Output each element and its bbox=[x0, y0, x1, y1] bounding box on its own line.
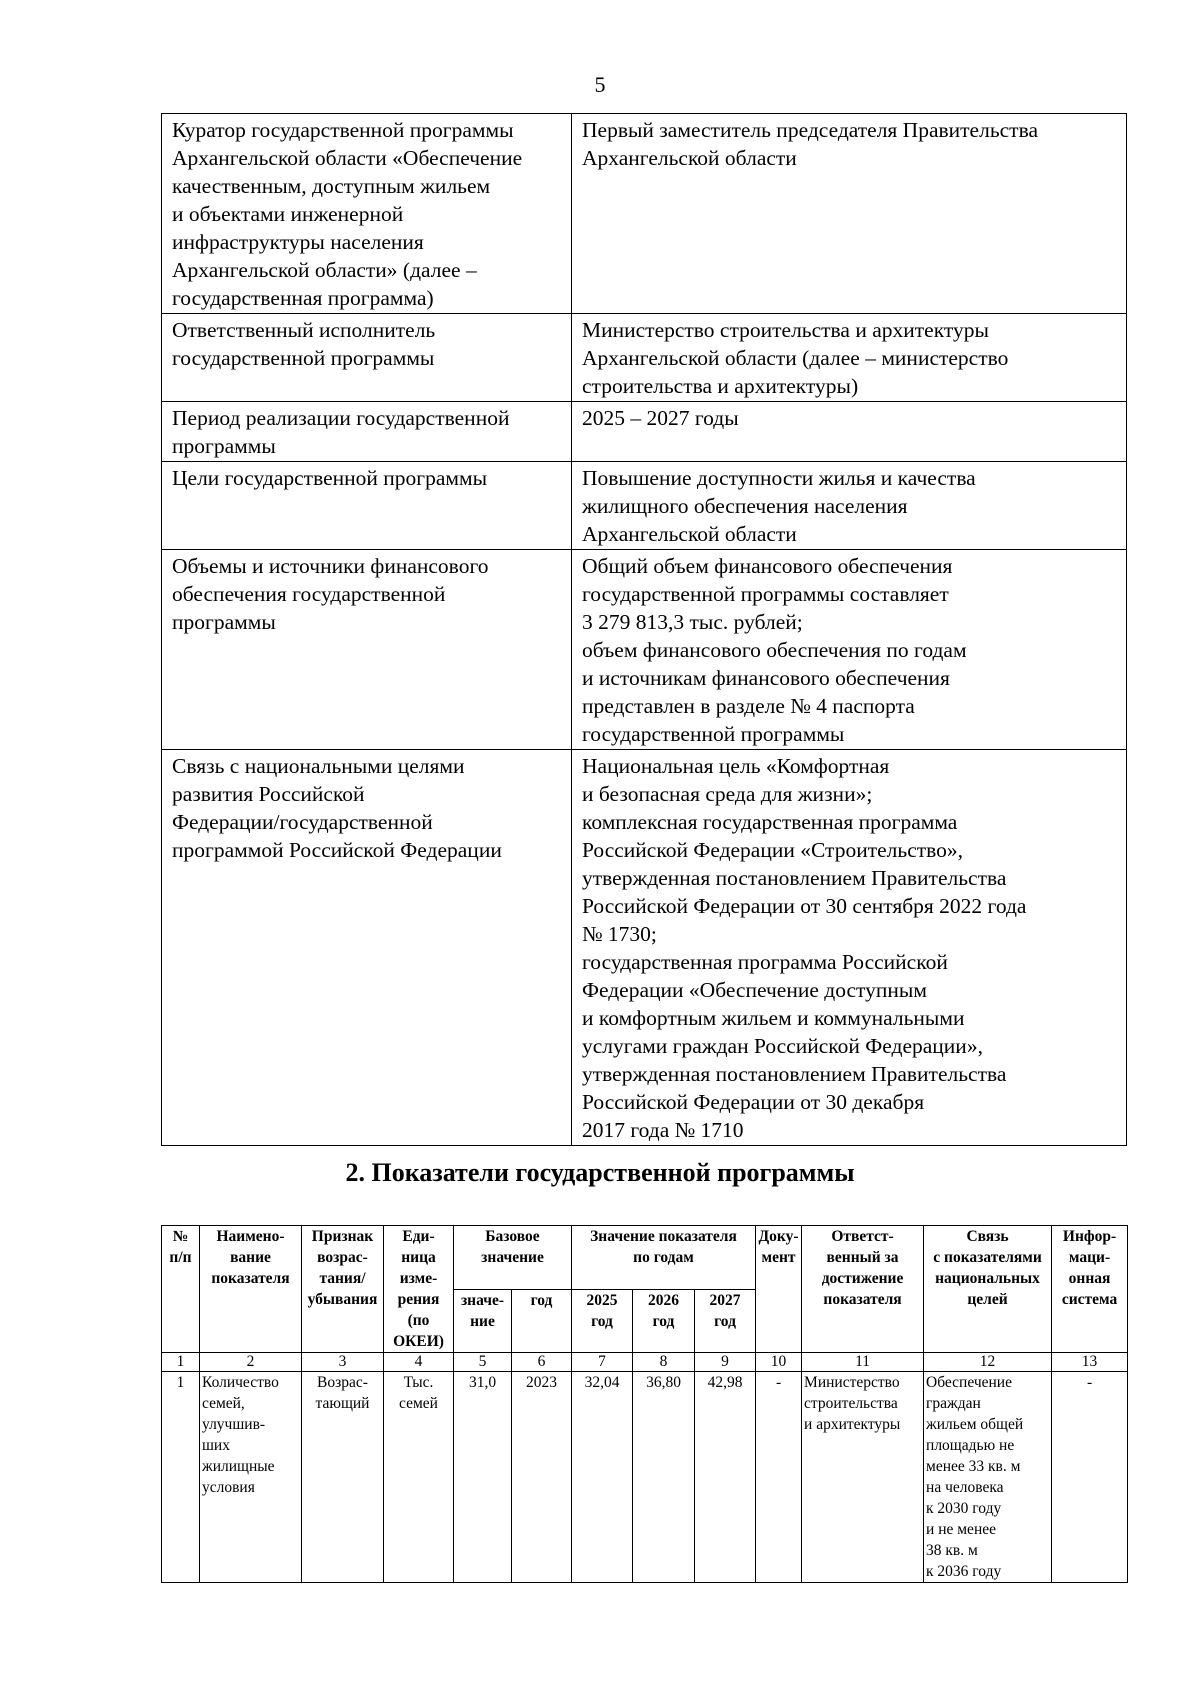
text-line: площадью не bbox=[926, 1437, 1015, 1454]
indicator-cell-info: - bbox=[1052, 1372, 1128, 1583]
text-line: семей bbox=[399, 1395, 438, 1412]
text-line: развития Российской bbox=[172, 782, 365, 806]
text-line: строительства bbox=[804, 1395, 898, 1412]
column-number: 2 bbox=[200, 1353, 302, 1372]
text-line: утвержденная постановлением Правительства bbox=[582, 866, 1007, 890]
text-line: Общий объем финансового обеспечения bbox=[582, 554, 953, 578]
text-line: год bbox=[652, 1312, 675, 1330]
passport-value bbox=[572, 750, 1127, 1146]
text-line: условия bbox=[202, 1479, 255, 1496]
text-line: Доку- bbox=[758, 1228, 799, 1245]
header-responsible bbox=[802, 1226, 924, 1353]
text-line: № 1730; bbox=[582, 922, 657, 946]
text-line: Архангельской области bbox=[582, 146, 797, 170]
passport-label bbox=[162, 750, 572, 1146]
passport-row bbox=[162, 462, 1127, 550]
text-line: семей, bbox=[202, 1395, 245, 1412]
text-line: год bbox=[530, 1291, 553, 1309]
text-line: государственная программа Российской bbox=[582, 950, 948, 974]
text-line: качественным, доступным жильем bbox=[172, 174, 491, 198]
text-line: Федерации «Обеспечение доступным bbox=[582, 978, 927, 1002]
text-line: Российской Федерации от 30 сентября 2022 года bbox=[582, 894, 1027, 918]
passport-label bbox=[162, 550, 572, 750]
text-line: граждан bbox=[926, 1395, 981, 1412]
text-line: показателя bbox=[823, 1291, 902, 1308]
text-line: Еди- bbox=[402, 1228, 435, 1245]
header-trend bbox=[302, 1226, 384, 1353]
passport-label bbox=[162, 402, 572, 462]
passport-value bbox=[572, 550, 1127, 750]
text-line: строительства и архитектуры) bbox=[582, 374, 859, 398]
text-line: Тыс. bbox=[403, 1374, 434, 1391]
indicator-cell-link bbox=[924, 1372, 1052, 1583]
passport-row bbox=[162, 550, 1127, 750]
text-line: Национальная цель «Комфортная bbox=[582, 754, 890, 778]
text-line: программы bbox=[172, 610, 276, 634]
text-line: Архангельской области bbox=[582, 522, 797, 546]
text-line: и архитектуры bbox=[804, 1416, 901, 1433]
text-line: значе- bbox=[460, 1291, 505, 1309]
passport-value bbox=[572, 114, 1127, 314]
text-line: и источникам финансового обеспечения bbox=[582, 666, 950, 690]
text-line: Куратор государственной программы bbox=[172, 118, 514, 142]
text-line: по годам bbox=[633, 1249, 694, 1266]
text-line: ших bbox=[202, 1437, 230, 1454]
column-number: 3 bbox=[302, 1353, 384, 1372]
text-line: к 2030 году bbox=[926, 1500, 1002, 1517]
section-title: 2. Показатели государственной программы bbox=[345, 1158, 855, 1187]
text-line: год bbox=[714, 1312, 736, 1330]
column-number: 12 bbox=[924, 1353, 1052, 1372]
text-line: Архангельской области» (далее – bbox=[172, 258, 477, 282]
column-number: 10 bbox=[756, 1353, 802, 1372]
header-base-value bbox=[454, 1289, 512, 1353]
text-line: Связь с национальными целями bbox=[172, 754, 465, 778]
header-unit bbox=[384, 1226, 454, 1353]
indicator-cell-num: 1 bbox=[162, 1372, 200, 1583]
text-line: 2026 bbox=[648, 1291, 679, 1309]
column-number: 13 bbox=[1052, 1353, 1128, 1372]
indicator-cell-doc: - bbox=[756, 1372, 802, 1583]
header-values-by-year bbox=[572, 1226, 756, 1290]
indicator-cell-y2025: 32,04 bbox=[572, 1372, 633, 1583]
header-name bbox=[200, 1226, 302, 1353]
text-line: Министерство bbox=[804, 1374, 900, 1391]
text-line: вание bbox=[230, 1249, 271, 1266]
indicator-cell-name bbox=[200, 1372, 302, 1583]
text-line: Повышение доступности жилья и качества bbox=[582, 466, 976, 490]
indicator-cell-resp bbox=[802, 1372, 924, 1583]
text-line: программы bbox=[172, 434, 276, 458]
passport-label bbox=[162, 114, 572, 314]
text-line: с показателями bbox=[933, 1249, 1042, 1266]
text-line: Базовое bbox=[485, 1228, 540, 1245]
text-line: Федерации/государственной bbox=[172, 810, 433, 834]
indicator-cell-trend bbox=[302, 1372, 384, 1583]
page-number: 5 bbox=[594, 72, 606, 97]
text-line: Признак bbox=[311, 1228, 374, 1245]
text-line: Ответст- bbox=[831, 1228, 894, 1245]
passport-label bbox=[162, 314, 572, 402]
text-line: тающий bbox=[315, 1395, 370, 1412]
text-line: значение bbox=[481, 1249, 544, 1266]
text-line: к 2036 году bbox=[926, 1563, 1002, 1580]
text-line: государственной программы bbox=[582, 722, 845, 746]
text-line: Архангельской области (далее – министерство bbox=[582, 346, 1009, 370]
text-line: государственной программы составляет bbox=[582, 582, 949, 606]
text-line: жилищные bbox=[202, 1458, 275, 1475]
column-number: 5 bbox=[454, 1353, 512, 1372]
text-line: инфраструктуры населения bbox=[172, 230, 424, 254]
indicator-cell-unit bbox=[384, 1372, 454, 1583]
text-line: программой Российской Федерации bbox=[172, 838, 502, 862]
header-2027 bbox=[695, 1289, 756, 1353]
text-line: п/п bbox=[169, 1249, 192, 1266]
indicator-cell-base-year: 2023 bbox=[512, 1372, 572, 1583]
text-line: государственная программа) bbox=[172, 286, 434, 310]
header-num bbox=[162, 1226, 200, 1353]
text-line: мент bbox=[761, 1249, 796, 1266]
passport-row bbox=[162, 314, 1127, 402]
text-line: и объектами инженерной bbox=[172, 202, 404, 226]
column-numbers-row bbox=[162, 1353, 1128, 1372]
text-line: 3 279 813,3 тыс. рублей; bbox=[582, 610, 803, 634]
column-number: 8 bbox=[633, 1353, 695, 1372]
text-line: обеспечения государственной bbox=[172, 582, 446, 606]
text-line: № bbox=[172, 1228, 189, 1245]
text-line: Обеспечение bbox=[926, 1374, 1012, 1391]
text-line: 2027 bbox=[709, 1291, 741, 1309]
text-line: и комфортным жильем и коммунальными bbox=[582, 1006, 965, 1030]
text-line: жилищного обеспечения населения bbox=[582, 494, 908, 518]
header-2025 bbox=[572, 1289, 633, 1353]
text-line: 2025 bbox=[586, 1291, 618, 1309]
passport-row bbox=[162, 402, 1127, 462]
text-line: на человека bbox=[926, 1479, 1004, 1496]
text-line: Объемы и источники финансового bbox=[172, 554, 489, 578]
passport-value bbox=[572, 462, 1127, 550]
header-info-system bbox=[1052, 1226, 1128, 1353]
header-document bbox=[756, 1226, 802, 1353]
program-passport-table bbox=[161, 113, 1127, 1146]
text-line: рения bbox=[397, 1291, 440, 1308]
text-line: возрас- bbox=[317, 1249, 368, 1266]
text-line: ница bbox=[401, 1249, 436, 1266]
text-line: Связь bbox=[966, 1228, 1009, 1245]
text-line: 2017 года № 1710 bbox=[582, 1118, 744, 1142]
text-line: утвержденная постановлением Правительства bbox=[582, 1062, 1007, 1086]
passport-row bbox=[162, 114, 1127, 314]
text-line: представлен в разделе № 4 паспорта bbox=[582, 694, 915, 718]
passport-value bbox=[572, 314, 1127, 402]
text-line: Инфор- bbox=[1062, 1228, 1117, 1245]
text-line: национальных bbox=[935, 1270, 1040, 1287]
passport-value bbox=[572, 402, 1127, 462]
indicators-table bbox=[161, 1225, 1128, 1583]
column-number: 6 bbox=[512, 1353, 572, 1372]
indicator-cell-y2027: 42,98 bbox=[695, 1372, 756, 1583]
text-line: и безопасная среда для жизни»; bbox=[582, 782, 873, 806]
text-line: Российской Федерации «Строительство», bbox=[582, 838, 964, 862]
text-line: Архангельской области «Обеспечение bbox=[172, 146, 523, 170]
text-line: достижение bbox=[821, 1270, 904, 1287]
text-line: государственной программы bbox=[172, 346, 435, 370]
text-line: Министерство строительства и архитектуры bbox=[582, 318, 989, 342]
header-base bbox=[454, 1226, 572, 1290]
text-line: показателя bbox=[211, 1270, 290, 1287]
text-line: Период реализации государственной bbox=[172, 406, 510, 430]
text-line: улучшив- bbox=[202, 1416, 266, 1433]
text-line: жильем общей bbox=[926, 1416, 1024, 1433]
indicator-cell-y2026: 36,80 bbox=[633, 1372, 695, 1583]
column-number: 11 bbox=[802, 1353, 924, 1372]
text-line: и не менее bbox=[926, 1521, 996, 1538]
column-number: 4 bbox=[384, 1353, 454, 1372]
header-2026 bbox=[633, 1289, 695, 1353]
header-national-goals-link bbox=[924, 1226, 1052, 1353]
column-number: 7 bbox=[572, 1353, 633, 1372]
indicator-row bbox=[162, 1372, 1128, 1583]
text-line: венный за bbox=[826, 1249, 899, 1266]
text-line: Возрас- bbox=[317, 1374, 368, 1391]
text-line: система bbox=[1061, 1291, 1118, 1308]
text-line: онная bbox=[1068, 1270, 1111, 1287]
text-line: Цели государственной программы bbox=[172, 466, 488, 490]
text-line: изме- bbox=[399, 1270, 438, 1287]
text-line: Первый заместитель председателя Правительства bbox=[582, 118, 1038, 142]
text-line: убывания bbox=[307, 1291, 378, 1308]
text-line: Количество bbox=[202, 1374, 279, 1391]
text-line: год bbox=[591, 1312, 613, 1330]
passport-row bbox=[162, 750, 1127, 1146]
text-line: маци- bbox=[1068, 1249, 1111, 1266]
text-line: 38 кв. м bbox=[926, 1542, 978, 1559]
text-line: Российской Федерации от 30 декабря bbox=[582, 1090, 925, 1114]
text-line: 2025 – 2027 годы bbox=[582, 406, 739, 430]
text-line: Значение показателя bbox=[590, 1228, 737, 1245]
text-line: менее 33 кв. м bbox=[926, 1458, 1021, 1475]
text-line: целей bbox=[967, 1291, 1008, 1308]
text-line: Наимено- bbox=[216, 1228, 285, 1245]
text-line: тания/ bbox=[319, 1270, 366, 1287]
column-number: 9 bbox=[695, 1353, 756, 1372]
text-line: услугами граждан Российской Федерации», bbox=[582, 1034, 983, 1058]
text-line: объем финансового обеспечения по годам bbox=[582, 638, 967, 662]
header-base-year bbox=[512, 1289, 572, 1353]
passport-label bbox=[162, 462, 572, 550]
text-line: Ответственный исполнитель bbox=[172, 318, 436, 342]
text-line: комплексная государственная программа bbox=[582, 810, 958, 834]
indicator-cell-base-value: 31,0 bbox=[454, 1372, 512, 1583]
text-line: ОКЕИ) bbox=[393, 1333, 444, 1350]
column-number: 1 bbox=[162, 1353, 200, 1372]
text-line: ние bbox=[470, 1312, 495, 1330]
text-line: (по bbox=[407, 1312, 430, 1329]
